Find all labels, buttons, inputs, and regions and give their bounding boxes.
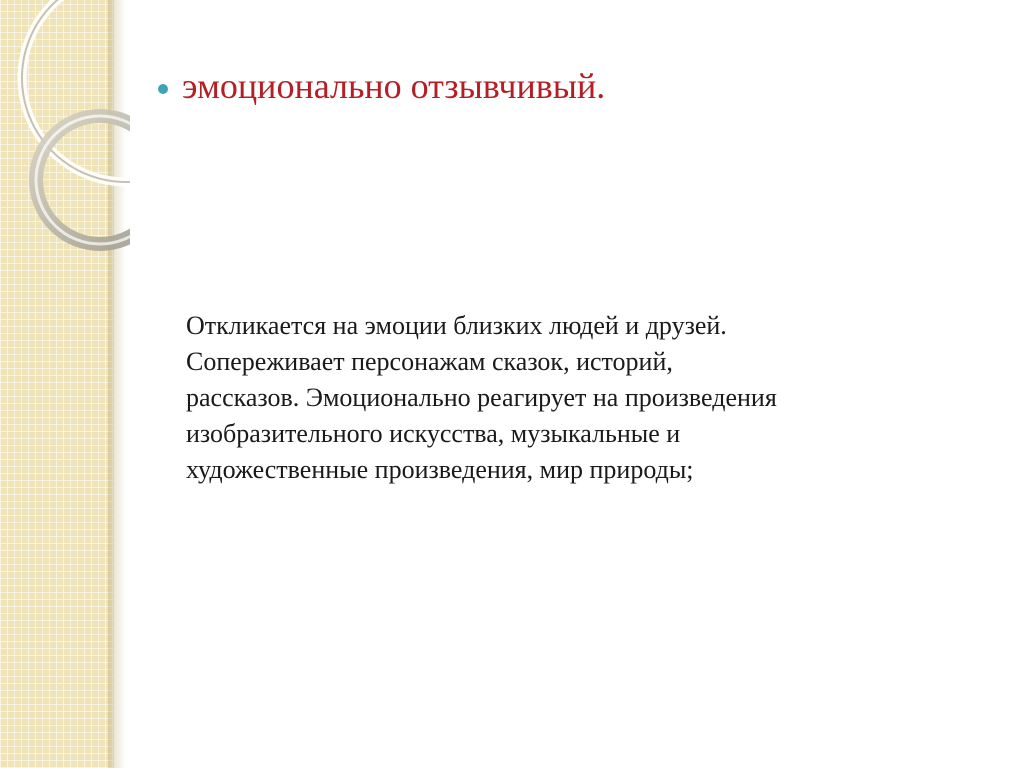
body-line: изобразительного искусства, музыкальные и [186,419,681,448]
body-line: Сопереживает персонажам сказок, историй, [186,347,673,376]
body-paragraph [186,308,986,488]
bullet-dot-icon [158,84,168,94]
body-line: рассказов. Эмоционально реагирует на произведения [186,383,777,412]
body-line: Откликается на эмоции близких людей и друзей. [186,311,727,340]
body-line: художественные произведения, мир природы; [186,455,694,484]
decorative-rings-icon [0,0,130,260]
bullet-heading: эмоционально отзывчивый. [182,66,606,106]
bullet-item [158,58,978,114]
